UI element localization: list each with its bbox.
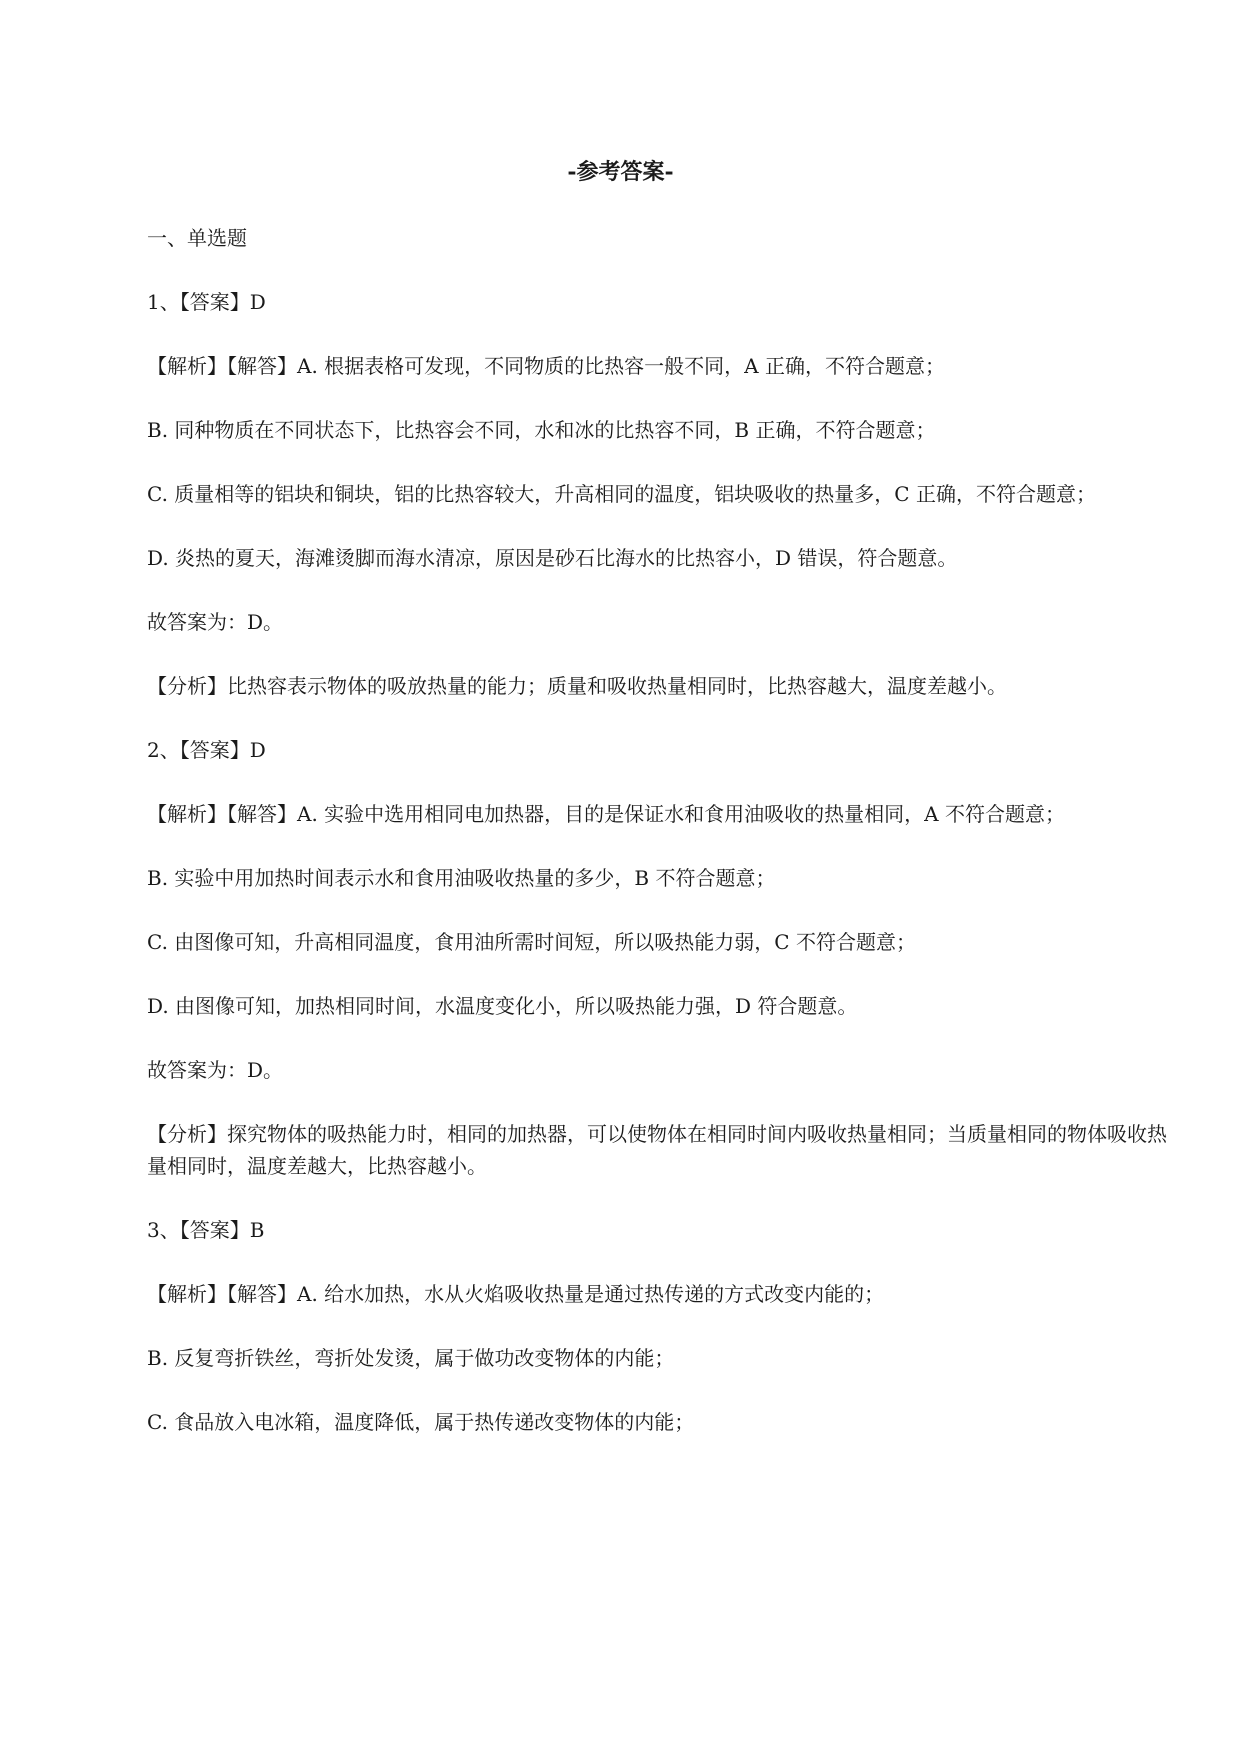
- page-title: -参考答案-: [567, 159, 674, 185]
- explanation-line: 【解析】【解答】A. 给水加热，水从火焰吸收热量是通过热传递的方式改变内能的；: [147, 1282, 885, 1306]
- explanation-line: B. 实验中用加热时间表示水和食用油吸收热量的多少，B 不符合题意；: [147, 866, 776, 890]
- explanation-line: 【解析】【解答】A. 实验中选用相同电加热器，目的是保证水和食用油吸收的热量相同，A 不符合题意；: [147, 802, 1065, 826]
- answer-line: 3、【答案】B: [147, 1218, 265, 1242]
- answer-line: 1、【答案】D: [147, 290, 266, 314]
- explanation-line: B. 反复弯折铁丝，弯折处发烫，属于做功改变物体的内能；: [147, 1346, 675, 1370]
- explanation-line: B. 同种物质在不同状态下，比热容会不同，水和冰的比热容不同，B 正确，不符合题意；: [147, 418, 936, 442]
- answer-content: [147, 222, 1167, 1438]
- section-heading: 一、单选题: [147, 226, 247, 250]
- final-answer-line: 故答案为：D。: [147, 610, 284, 634]
- explanation-line: D. 炎热的夏天，海滩烫脚而海水清凉，原因是砂石比海水的比热容小，D 错误，符合题意。: [147, 546, 958, 570]
- explanation-line: C. 由图像可知，升高相同温度，食用油所需时间短，所以吸热能力弱，C 不符合题意；: [147, 930, 916, 954]
- explanation-line: D. 由图像可知，加热相同时间，水温度变化小，所以吸热能力强，D 符合题意。: [147, 994, 858, 1018]
- analysis-line: 【分析】比热容表示物体的吸放热量的能力；质量和吸收热量相同时，比热容越大，温度差越小。: [147, 674, 1007, 698]
- final-answer-line: 故答案为：D。: [147, 1058, 284, 1082]
- explanation-line: 【解析】【解答】A. 根据表格可发现，不同物质的比热容一般不同，A 正确，不符合题意；: [147, 354, 945, 378]
- explanation-line: C. 食品放入电冰箱，温度降低，属于热传递改变物体的内能；: [147, 1410, 695, 1434]
- analysis-line: 【分析】探究物体的吸热能力时，相同的加热器，可以使物体在相同时间内吸收热量相同；当质量相同的物体吸收热量相同时，温度差越大，比热容越小。: [147, 1122, 1167, 1178]
- explanation-line: C. 质量相等的铝块和铜块，铝的比热容较大，升高相同的温度，铝块吸收的热量多，C 正确，不符合题意；: [147, 482, 1096, 506]
- answer-line: 2、【答案】D: [147, 738, 266, 762]
